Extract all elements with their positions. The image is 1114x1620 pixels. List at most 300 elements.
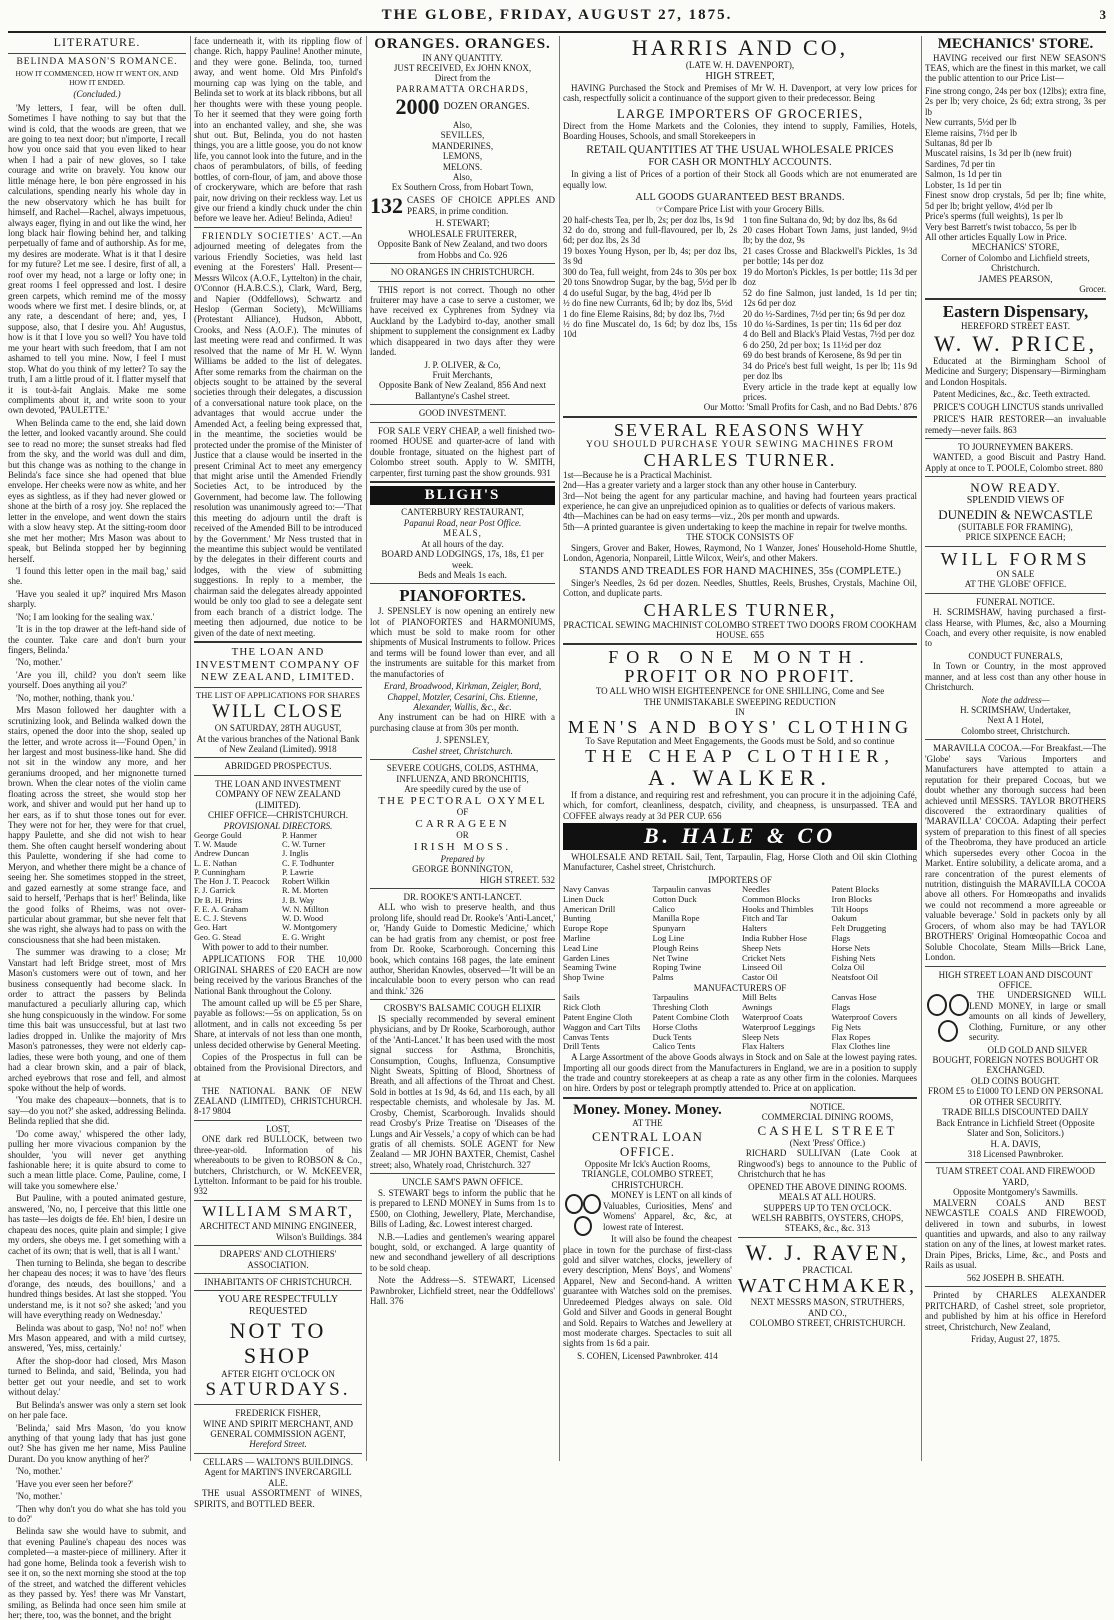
- fisher-cellars: CELLARS — WALTON'S BUILDINGS.: [203, 1456, 353, 1467]
- will-forms: WILL FORMS: [940, 548, 1091, 569]
- director-name: J. Inglis: [282, 849, 309, 859]
- story-paragraph: 'Do come away,' whispered the other lady, pulling her more vivacious companion by the shoulder, 'you will never get anything fashionable here; it is quite absurd to come to such a mean little place. Come, Pauline, come, I will take you somewhere else.': [8, 1128, 186, 1191]
- manufacture-item: Flax Ropes: [831, 1031, 871, 1042]
- pectoral-of: OF: [456, 807, 469, 818]
- story-paragraph: 'Have you ever seen her before?': [16, 1478, 133, 1489]
- prospectus-paragraph: THE NATIONAL BANK OF NEW ZEALAND (LIMITED), CHRISTCHURCH. 8-17 9804: [194, 1085, 362, 1117]
- harris-giving: In giving a list of Prices of a portion of their Stock all Goods which are not enumerated are equally low.: [563, 169, 917, 190]
- davis-name: H. A. DAVIS,: [990, 1138, 1041, 1149]
- piano-makers: Erard, Broadwood, Kirkman, Zeigler, Bord, Chappel, Motzler, Cesarini, Chs. Etienne, Alexander, Wallis, &c., &c.: [383, 681, 542, 713]
- divider: [194, 1245, 362, 1246]
- good-investment-title: GOOD INVESTMENT.: [418, 408, 507, 419]
- drapers-saturdays: SATURDAYS.: [205, 1379, 351, 1401]
- price-item: 69 do best brands of Kerosene, 8s 9d per tin: [743, 350, 902, 361]
- column-rule: [190, 36, 191, 1461]
- town-country: In Town or Country, in the most approved manner, and at less cost than any other house in Christchurch.: [925, 661, 1106, 693]
- price-item: 20 tons Snowdrop Sugar, by the bag, 5½d per lb: [563, 277, 737, 288]
- imprint: Printed by CHARLES ALEXANDER PRITCHARD, of Cashel street, sole proprietor, and published by him at his office in Hereford street, Christchurch, New Zealand,: [925, 1290, 1106, 1332]
- old-coins: OLD COINS BOUGHT.: [970, 1075, 1061, 1086]
- column-rule: [921, 36, 922, 1461]
- manufacture-item: Waterproof Leggings: [742, 1021, 816, 1032]
- import-item: Tilt Hoops: [831, 903, 869, 914]
- masthead: [0, 0, 1114, 28]
- import-item: Sheep Nets: [742, 942, 781, 953]
- scrimshaw-text: H. SCRIMSHAW, having purchased a first-class Hearse, with Plumes, &c, also a Mourning Coach, and every other requisite, is now enabled to: [925, 607, 1106, 649]
- uncle-sam-nb: N.B.—Ladies and gentlemen's wearing apparel bought, sold, or exchanged. A large quantity of new and secondhand jewellery of all descriptions to be sold cheap.: [370, 1231, 555, 1273]
- price-item: Fine strong congo, 24s per box (12lbs); extra fine, 2s per lb; very choice, 2s 6d; extra strong, 3s per lb: [925, 85, 1106, 117]
- oranges-orchards: PARRAMATTA ORCHARDS,: [396, 83, 529, 94]
- story-paragraph: 'I found this letter open in the mail bag,' said she.: [8, 565, 186, 587]
- harris-motto: Our Motto: 'Small Profits for Cash, and no Bad Debts.' 876: [703, 402, 917, 413]
- reasons-list: [563, 470, 917, 533]
- page-number: 3: [1099, 7, 1108, 22]
- director-name: F. J. Garrick: [194, 886, 236, 896]
- fruit-item: Also,: [452, 171, 473, 182]
- christchurch: CHRISTCHURCH.: [611, 1179, 684, 1190]
- price-item: 19 do Morton's Pickles, 1s per bottle; 11s 3d per doz: [743, 266, 917, 288]
- hair-restorer: PRICE'S HAIR RESTORER—an invaluable remedy—never fails. 863: [925, 414, 1106, 435]
- opened: OPENED THE ABOVE DINING ROOMS.: [748, 1181, 907, 1192]
- pawnbroker-balls-icon: [925, 992, 969, 1044]
- piano-hire: Any instrument can be had on HIRE with a purchasing clause at from 30s per month.: [370, 712, 555, 733]
- director-name: George Gould: [194, 831, 242, 841]
- manufacture-item: Sails: [563, 992, 580, 1003]
- coughs-cured: Are speedily cured by the use of: [404, 784, 521, 795]
- price-item: Price's sperms (full weights), 1s per lb: [925, 211, 1063, 222]
- price-item: 4 do useful Sugar, by the bag, 4½d per lb: [563, 287, 712, 298]
- loan-intro: THE LIST OF APPLICATIONS FOR SHARES: [196, 690, 360, 701]
- director-name: The Hon J. T. Peacock: [194, 877, 270, 887]
- meals-all-hours: MEALS AT ALL HOURS.: [778, 1192, 876, 1203]
- cases-row: [370, 193, 555, 219]
- central-loan: CENTRAL LOAN OFFICE.: [592, 1128, 703, 1159]
- manufacture-item: Patent Engine Cloth: [563, 1011, 633, 1022]
- divider: [563, 643, 917, 645]
- grocer: Grocer.: [1079, 284, 1106, 295]
- divider: [194, 1273, 362, 1274]
- prepared-by: Prepared by: [440, 853, 485, 864]
- director-name: F. E. A. Graham: [194, 904, 249, 914]
- oliver-name: J. P. OLIVER, & Co,: [424, 359, 501, 370]
- price-list-left: [563, 215, 737, 403]
- steaks: STEAKS, &c., &c. 313: [784, 1223, 871, 1234]
- uncle-sam-note: Note the Address—S. STEWART, Licensed Pawnbroker, Lichfield street, near the Oddfellows' Hall. 376: [370, 1275, 555, 1307]
- cheap-clothier: THE CHEAP CLOTHIER,: [585, 745, 895, 766]
- manufacture-item: Flax Halters: [742, 1041, 785, 1052]
- hereford-east: HEREFORD STREET EAST.: [961, 321, 1070, 332]
- price-item: 1 ton fine Sultana do, 9d; by doz lbs, 8s 6d: [743, 214, 897, 225]
- note-address: Note the address—: [981, 694, 1050, 705]
- story-paragraph: 'No; I am looking for the sealing wax.': [16, 611, 155, 622]
- sheath-name: 562 JOSEPH B. SHEATH.: [966, 1272, 1065, 1283]
- dunedin-newcastle: DUNEDIN & NEWCASTLE: [938, 506, 1093, 522]
- fisher-address: Hereford Street.: [249, 1439, 307, 1450]
- charles-turner: CHARLES TURNER.: [643, 449, 837, 470]
- beds-meals: Beds and Meals 1s each.: [418, 569, 507, 580]
- loan-prospectus: [194, 942, 362, 1117]
- column-2: [194, 36, 362, 1509]
- divider: [194, 1404, 362, 1405]
- spensley-address: Cashel street, Christchurch.: [412, 745, 513, 756]
- splendid-views: SPLENDID VIEWS OF: [966, 495, 1065, 507]
- price-item: Every article in the trade kept at equally low prices.: [743, 381, 917, 403]
- divider: [194, 641, 362, 643]
- import-item: Seaming Twine: [563, 962, 617, 973]
- papanui-road: Papanui Road, near Post Office.: [403, 517, 522, 528]
- import-item: Navy Canvas: [563, 883, 610, 894]
- price-item: 34 do Price's best full weight, 1s per lb; 11s 9d per doz lbs: [743, 360, 917, 382]
- divider: [563, 1097, 917, 1099]
- manufacture-item: Flags: [831, 1002, 851, 1013]
- import-item: Tarpaulin canvas: [652, 883, 711, 894]
- import-item: Hooks and Thimbles: [742, 903, 814, 914]
- divider: [370, 999, 555, 1000]
- mechanics-store: MECHANICS' STORE,: [971, 242, 1060, 253]
- story-paragraph: After the shop-door had closed, Mrs Mason turned to Belinda, and said, 'Belinda, you had better get out your needle, and set to work without delay.': [8, 1355, 186, 1398]
- smart-name: WILLIAM SMART,: [202, 1203, 354, 1220]
- manufacture-item: Tarpaulins: [652, 992, 689, 1003]
- importers-list: [563, 885, 917, 983]
- import-item: Horse Nets: [831, 942, 870, 953]
- import-item: Iron Blocks: [831, 893, 872, 904]
- rooke-title: DR. ROOKE'S ANTI-LANCET.: [403, 891, 522, 902]
- story-paragraph: But Belinda's answer was only a stern set look on her pale face.: [8, 1399, 186, 1421]
- divider: [370, 481, 555, 483]
- harris-text: HAVING Purchased the Stock and Premises of Mr W. H. Davenport, at very low prices for cash, respectfully solicit a continuance of the support given to their predecessor. Being: [563, 82, 917, 104]
- cases-number: 132: [370, 192, 403, 218]
- canterbury-restaurant: CANTERBURY RESTAURANT,: [401, 507, 524, 518]
- reason-item: 2nd—Has a greater variety and a larger stock than any other house in Canterbury.: [563, 480, 857, 491]
- import-item: Flags: [831, 932, 851, 943]
- friendly-title: FRIENDLY SOCIETIES' ACT.: [202, 230, 342, 241]
- sweeping-reduction: THE UNMISTAKABLE SWEEPING REDUCTION: [643, 696, 836, 707]
- divider: [194, 1290, 362, 1291]
- fruit-item: SEVILLES,: [440, 130, 485, 141]
- several-reasons: SEVERAL REASONS WHY: [613, 419, 866, 440]
- friendly-societies-article: [194, 231, 362, 638]
- drapers-after: AFTER EIGHT O'CLOCK ON: [221, 1368, 335, 1379]
- board-lodgings: BOARD AND LODGINGS, 17s, 18s, £1 per week.: [381, 549, 544, 570]
- price-item: All other articles Equally Low in Price.: [925, 231, 1067, 242]
- story-paragraph: 'No, mother.': [16, 1491, 62, 1502]
- loan-will-close: WILL CLOSE: [212, 701, 344, 723]
- price-item: 1 do fine Eleme Raisins, 8d; by doz lbs, 7½d: [563, 308, 725, 319]
- prospectus-paragraph: The amount called up will be £5 per Share, payable as follows:—5s on application, 5s on allotment, and in calls not exceeding 5s per Share, at intervals of not less than one month, unless decided otherwise by General Meeting.: [194, 998, 362, 1050]
- story-paragraph: Belinda was about to gasp, 'No! no! no!' when Mrs Mason appeared, and with a mild curtsey, answered, 'Yes, miss, certainly.': [8, 1322, 186, 1354]
- imprint-date: Friday, August 27, 1875.: [971, 1333, 1060, 1344]
- watchmaker: WATCHMAKER,: [737, 1275, 917, 1298]
- pearson: JAMES PEARSON,: [978, 273, 1053, 284]
- oranges-just: JUST RECEIVED, Ex JOHN KNOX,: [393, 62, 532, 73]
- divider: [194, 227, 362, 228]
- fruit-list: [370, 120, 555, 183]
- director-name: Andrew Duncan: [194, 849, 250, 859]
- import-item: Oakum: [831, 913, 857, 924]
- welsh-rabbits: WELSH RABBITS, OYSTERS, CHOPS,: [751, 1212, 904, 1223]
- needles-text: Singer's Needles, 2s 6d per dozen. Needles, Shuttles, Reels, Brushes, Crystals, Machine Oil, Cotton, and duplicate parts.: [563, 577, 917, 599]
- reason-item: 5th—A printed guarantee is given undertaking to keep the machine in repair for twelve months.: [563, 521, 908, 532]
- triangle: TRIANGLE, COLOMBO STREET,: [581, 1169, 714, 1180]
- harris-direct: Direct from the Home Markets and the Colonies, they intend to supply, Families, Hotels, Boarding Houses, Schools, and small Storekeepers in: [563, 120, 917, 142]
- crosby-text: IS specially recommended by several eminent physicians, and by Dr Rooke, Scarborough, author of the 'Anti-Lancet.' It has been used with the most signal success for Asthma, Bronchitis, Consumption, Coughs, Influenza, Consumptive Night Sweats, Spitting of Blood, Shortness of Breath, and all affections of the Throat and Chest. Sold in bottles at 1s 9d, 4s 6d, and 11s each, by all respectable chemists, and wholesale by Jas. M. Crosby, Chemist, Scarborough. Invalids should read Crosby's Prize Treatise on 'Diseases of the Lungs and Air Vessels,' a copy of which can be had gratis of all chemists. SOLE AGENT for New Zealand — MR JOHN BAXTER, Chemist, Cashel street; also, Whately road, Christchurch. 327: [370, 1013, 555, 1170]
- story-paragraph: 'Belinda,' said Mrs Mason, 'do you know anything of that young lady that has just gone out? She has given me her name, Miss Pauline Durant. Do you know anything of her?': [8, 1422, 186, 1464]
- pianofortes-title: PIANOFORTES.: [399, 586, 526, 606]
- drapers-title: DRAPERS' AND CLOTHIERS' ASSOCIATION.: [219, 1249, 337, 1270]
- director-name: W. N. Millton: [282, 904, 329, 914]
- director-name: L. E. Nathan: [194, 858, 237, 868]
- uncle-sam-text: S. STEWART begs to inform the public that he is prepared to LEND MONEY in Sums from 1s to £500, on Clothing, Jewellery, Plate, Merchandise, Bills of Lading, &c. Lowest interest charged.: [370, 1187, 555, 1230]
- import-item: Net Twine: [652, 952, 689, 963]
- story-paragraph: 'Are you ill, child? you don't seem like yourself. Does anything ail you?': [8, 669, 186, 691]
- divider: [925, 1286, 1106, 1287]
- import-item: Palms: [652, 972, 674, 983]
- price-item: 20 do ½-Sardines, 7½d per tin; 6s 9d per doz: [743, 308, 905, 319]
- charles-turner-2: CHARLES TURNER,: [643, 599, 837, 620]
- price-item: 32 do do, strong and full-flavoured, per lb, 2s 6d; per doz lbs, 2s 3d: [563, 225, 737, 246]
- import-item: Patent Blocks: [831, 883, 880, 894]
- column-3: [370, 36, 555, 1461]
- price-item: Salmon, 1s 1d per tin: [925, 169, 1002, 180]
- story-paragraph: But Pauline, with a pouted animated gesture, answered, 'No, no, I perceive that this little one has taste—les doigts de fée. Eh! bien, I desire un chapeau des noces, quite plain and simple; I give my orders, she obeys me. I get something with a cachet of its own; that is well, that is all I want.': [8, 1193, 186, 1256]
- drapers-request: YOU ARE RESPECTFULLY REQUESTED: [217, 1294, 339, 1318]
- price-list-right: [743, 215, 917, 403]
- compare-note: ☞Compare Price List with your Grocery Bills.: [655, 204, 825, 215]
- fruit-item: Also,: [452, 119, 473, 130]
- story-paragraph: 'You make des chapeaux—bonnets, that is to say—do you not?' she asked, addressing Belinda. Belinda replied that she did.: [8, 1095, 186, 1127]
- divider: [194, 1120, 362, 1121]
- manufacture-item: Waggon and Cart Tilts: [563, 1021, 641, 1032]
- price-name: W. W. PRICE,: [934, 330, 1097, 356]
- maravilla-text: MARAVILLA COCOA.—For Breakfast.—The 'Globe' says 'Various Importers and Manufacturers have attempted to attain a reputation for their prepared Cocoas, but we doubt whether any thorough success had been achieved until MESSRS. TAYLOR BROTHERS discovered the extraordinary qualities of 'MARAVILLA' COCOA. Adapting their perfect system of preparation to this finest of all species of the Theobroma, they have produced an article which supersedes every other Cocoa in the Market. Entire solubility, a delicate aroma, and a rare concentration of the purest elements of nutrition, distinguish the MARAVILLA COCOA above all others. For Homœopaths and invalids we could not recommend a more agreeable or valuable beverage.' Sold in packets only by all Grocers, of whom also may be had TAYLOR BROTHERS' Original Homœopathic Cocoa and Soluble Chocolate, Steam Mills—Brick Lane, London.: [925, 743, 1106, 963]
- harris-title: HARRIS AND CO,: [631, 35, 849, 60]
- story-paragraph: 'No, mother.': [16, 1466, 62, 1477]
- story-paragraph: 'My letters, I fear, will be often dull. Sometimes I have nothing to say but that the wind is cold, that the woods are green, that we are going to tea next door; but n'importe, I recall how you once said that you even liked to hear when I had a pair of new gloves, so I take courage and write on bravely. You know our little ménage here, le bon père engrossed in his calculations, spending nearly his whole day in the new observatory which he has built for himself, and Rachel—Rachel, always impetuous, always eager, flying in and out like the wind, her long black hair flowing behind her, and talking perpetually of fame and of authorship. As for me, my desires are moderate. What is it that I desire for my future? Let me see. I desire, first of all, a roof over my head, not a large or lofty one; in great rooms I feel oppressed and lost. I desire green carpets, which remind me of the mossy woods where we first met. I desire blinds, or, at any rate, a descendant of here; and, yes, I suppose, also, that I desire you. Ah! Augustus, how is it that I love you so well? You have told me your heart with such freedom, that I am not ashamed to tell you mine. Now, I feel I must stop. What do you think of my letter? To say the truth, I am a little proud of it. I flatter myself that it is tout-à-fait Anglais. Make me some compliments about it, and write soon to your own devoted, 'PAULETTE.': [8, 102, 186, 416]
- loan-where: At the various branches of the National Bank of New Zealand (Limited). 9918: [196, 733, 360, 754]
- import-item: Colza Oil: [831, 962, 865, 973]
- sixpence: PRICE SIXPENCE EACH;: [965, 532, 1066, 543]
- price-item: 52 do fine Salmon, just landed, 1s 1d per tin; 12s 6d per doz: [743, 287, 917, 309]
- no-oranges-text: THIS report is not correct. Though no other fruiterer may have a case to serve a customer, we have received ex Cyphrenes from Sydney via Auckland by the Ladybird to-day, another small shipment to supplement the consignment ex Ladby which disappeared in two days after they were landed.: [370, 284, 555, 358]
- price-item: 19 boxes Young Hyson, per lb, 4s; per doz lbs, 3s 9d: [563, 245, 737, 267]
- divider: [370, 888, 555, 889]
- pianofortes-text: J. SPENSLEY is now opening an entirely new lot of PIANOFORTES and HARMONIUMS, which must be sold to make room for other shipments of Musical Instruments to follow. Prices and terms will be found lower than ever, and all the instruments are suitable for this market from the manufactories of: [370, 606, 555, 679]
- divider: [925, 1162, 1106, 1163]
- divider: [194, 775, 362, 776]
- story-paragraph: Belinda saw she would have to submit, and that evening Pauline's chapeau des noces was completed—a master-piece of millinery. After it had gone home, Belinda took a feverish wish to see it on, so the next morning she stood at the top of the street, and watched the different vehicles as they passed by. Yes! there was Mr Vanstart, smiling, as Belinda had once seen him smile at her; there, too, was the bonnet, and the bright: [8, 1526, 186, 1620]
- at-the: AT THE: [632, 1118, 663, 1129]
- divider: [563, 416, 917, 418]
- masthead-title: THE GLOBE, FRIDAY, AUGUST 27, 1875.: [381, 7, 733, 23]
- import-item: Calico: [652, 903, 675, 914]
- large-importers: LARGE IMPORTERS OF GROCERIES,: [616, 105, 864, 121]
- import-item: Cricket Nets: [742, 952, 786, 963]
- manufacture-item: Canvas Tents: [563, 1031, 609, 1042]
- raven-name: W. J. RAVEN,: [745, 1239, 910, 1265]
- fruit-item: MELONS.: [442, 161, 483, 172]
- mens-clothing: MEN'S AND BOYS' CLOTHING: [567, 716, 912, 737]
- tuam-title: TUAM STREET COAL AND FIREWOOD YARD,: [936, 1166, 1095, 1187]
- sullivan-text: RICHARD SULLIVAN (Late Cook at Ringwood's) begs to announce to the Public of Christchurch that he has: [737, 1148, 917, 1180]
- bonnington: GEORGE BONNINGTON,: [412, 864, 513, 875]
- conduct-funerals: CONDUCT FUNERALS,: [968, 650, 1063, 661]
- coughs-title: SEVERE COUGHS, COLDS, ASTHMA, INFLUENZA, AND BRONCHITIS,: [386, 763, 539, 784]
- turner-address: PRACTICAL SEWING MACHINIST COLOMBO STREET TWO DOORS FROM COOKHAM HOUSE. 655: [563, 619, 917, 641]
- column-5: [925, 36, 1106, 1461]
- price-item: 21 cases Crosse and Blackwell's Pickles, 1s 3d per bottle; 14s per doz: [743, 245, 917, 267]
- price-item: Very best Barrett's twist tobacco, 5s per lb: [925, 221, 1077, 232]
- import-item: Lead Line: [563, 942, 599, 953]
- trade-bills: TRADE BILLS DISCOUNTED DAILY: [942, 1107, 1089, 1118]
- for-one-month: FOR ONE MONTH.: [608, 647, 872, 668]
- educated: Educated at the Birmingham School of Medicine and Surgery; Dispensary—Birmingham and London Hospitals.: [925, 355, 1106, 387]
- import-item: Spunyarn: [652, 923, 686, 934]
- story-paragraph: 'No, mother, nothing, thank you.': [16, 692, 135, 703]
- irish-moss: IRISH MOSS.: [413, 840, 512, 853]
- money-text-2: It will also be found the cheapest place in town for the purchase of first-class gold and silver watches, clocks, jewellery of every description, Mens' Boys', and Womens' Apparel, New and Second-hand. A written guarantee with Watches sold on the premises. Unredeemed Pledges always on sale. Old Gold and Silver and Goods in general Bought and Sold. Repairs to Watches and Jewellery at most moderate charges. Spectacles to suit all sights from 1s 6d a pair.: [563, 1234, 732, 1349]
- dining-rooms-ad: [738, 1102, 917, 1361]
- import-item: Felt Druggeting: [831, 923, 887, 934]
- price-item: ½ do fine new Currants, 6d lb; by doz lbs, 5½d: [563, 298, 733, 309]
- hsl-text: THE UNDERSIGNED WILL LEND MONEY, in large or small amounts on all kinds of Jewellery, Clothing, Furniture, or any other security.: [969, 990, 1106, 1043]
- divider: [925, 593, 1106, 594]
- reason-item: 1st—Because he is a Practical Machinist.: [563, 469, 712, 480]
- divider: [370, 583, 555, 584]
- fisher-role: WINE AND SPIRIT MERCHANT, AND GENERAL COMMISSION AGENT,: [203, 1418, 353, 1440]
- divider: [925, 739, 1106, 740]
- manufacture-item: Patent Combine Cloth: [652, 1011, 729, 1022]
- director-name: Geo. Hart: [194, 923, 228, 933]
- mechanics-title: MECHANICS' STORE.: [937, 36, 1094, 52]
- manufacture-item: Threshing Cloth: [652, 1002, 709, 1013]
- story-paragraph: 'No, mother.': [16, 657, 62, 668]
- meals: MEALS,: [443, 528, 482, 539]
- fisher-agent: Agent for MARTIN'S INVERCARGILL ALE.: [204, 1467, 352, 1488]
- import-item: Linen Duck: [563, 893, 604, 904]
- price-item: Lobster, 1s 1d per tin: [925, 179, 1002, 190]
- save-reputation: To Save Reputation and Meet Engagements, the Goods must be Sold, and so continue: [585, 736, 895, 747]
- director-name: C. F. Todhunter: [282, 858, 335, 868]
- divider: [925, 438, 1106, 439]
- price-item: 20 half-chests Tea, per lb, 2s; per doz lbs, 1s 9d: [563, 214, 734, 225]
- director-name: C. W. Turner: [282, 840, 326, 850]
- import-item: Europe Rope: [563, 923, 609, 934]
- all-hours: At all hours of the day.: [421, 538, 504, 549]
- cashel-street: CASHEL STREET: [757, 1122, 898, 1138]
- director-name: P. Cunningham: [194, 867, 246, 877]
- import-item: Bunting: [563, 913, 591, 924]
- hale-banner: B. HALE & CO: [563, 823, 917, 849]
- oliver-address: Opposite Bank of New Zealand, 856 And next Ballantyne's Cashel street.: [379, 380, 546, 401]
- column-rule: [366, 36, 367, 1461]
- manufacture-item: Waterproof Coats: [742, 1011, 803, 1022]
- next-mason: NEXT MESSRS MASON, STRUTHERS,: [750, 1297, 905, 1308]
- good-investment-text: FOR SALE VERY CHEAP, a well finished two-roomed HOUSE and quarter-acre of land with double frontage, situated on the highest part of Colombo street south. Apply to W. SMITH, carpenter, first turning past the show grounds. 931: [370, 425, 555, 478]
- fruit-item: MANDERINES,: [431, 140, 494, 151]
- divider: [194, 1200, 362, 1201]
- divider: [370, 404, 555, 405]
- next-hotel: Next A 1 Hotel,: [987, 715, 1044, 726]
- director-name: R. M. Morten: [282, 886, 329, 896]
- bottom-ads: [563, 1102, 917, 1361]
- colombo-christchurch: Colombo street, Christchurch.: [961, 725, 1070, 736]
- manufacturers-heading: MANUFACTURERS OF: [693, 982, 787, 993]
- price-item: Finest snow drop crystals, 5d per lb; fine white, 5d per lb; bright yellow, 4½d per lb: [925, 190, 1106, 211]
- money-text: MONEY is LENT on all kinds of Valuables, Curiosities, Mens' and Womens' Apparel, &c, &c, at lowest rate of Interest.: [603, 1190, 732, 1232]
- director-name: W. D. Wood: [282, 914, 324, 924]
- smart-address: Wilson's Buildings. 384: [275, 1231, 362, 1242]
- price-item: 6 do 250, 2d per box; 1s 11½d per doz: [743, 339, 882, 350]
- mechanics-address: Corner of Colombo and Lichfield streets, Christchurch.: [941, 252, 1090, 274]
- next-press: (Next 'Press' Office.): [789, 1137, 866, 1148]
- abridged-company: THE LOAN AND INVESTMENT COMPANY OF NEW ZEALAND (LIMITED).: [215, 778, 341, 810]
- column-rule: [559, 36, 560, 1461]
- stock-title: THE STOCK CONSISTS OF: [686, 532, 794, 543]
- story-paragraph: face underneath it, with its rippling flow of change. Rich, happy Pauline! Another minute, and they were gone. Belinda, too, turned away, and went home. Old Mrs Pinfold's mourning cap was lying on the table, and Belinda set to work at its black ribbons, but all her thoughts were with these young people. To her it seemed that they were going forth into an enchanted valley, and she, she was shut out. But, Belinda, you do not hasten things, you are a little goose, you do not know life, you cannot look into the future, and in the chaos of perambulators, of bills, of feeding bottles, of corn-flour, of jam, and above those of crockeryware, which are before that rash pair, now driving on their reckless way. Let us give our friend a kindly chuck under the chin before we leave her. Adieu! Belinda, Adieu!: [194, 36, 362, 224]
- story-title: BELINDA MASON'S ROMANCE.: [16, 56, 178, 67]
- story-body: [8, 103, 186, 1620]
- hale-footer: A Large Assortment of the above Goods always in Stock and on Sale at the lowest paying rates. Importing all our goods direct from the Manufacturers in England, we are in a position to supply the trade and country storekeepers at as cheap a rate as any other firm in the colonies. Marquees on hire. Orders by post or telegraph promptly attended to. Price at on application.: [563, 1052, 917, 1094]
- back-entrance: Back Entrance in Lichfield Street (Opposite Slater and Son, Solicitors.): [936, 1117, 1095, 1139]
- walker-name: A. WALKER.: [648, 764, 832, 790]
- journeymen-title: TO JOURNEYMEN BAKERS.: [957, 441, 1074, 452]
- divider: [925, 966, 1106, 967]
- section-heading: LITERATURE.: [53, 35, 141, 49]
- import-item: Cotton Duck: [652, 893, 697, 904]
- stewart-address: Opposite Bank of New Zealand, and two doors from Hobbs and Co. 926: [377, 239, 548, 260]
- manufacturers-list: [563, 993, 917, 1052]
- drapers-not-to-shop: NOT TO SHOP: [229, 1317, 327, 1369]
- oliver-role: Fruit Merchants,: [432, 370, 493, 381]
- import-item: Common Blocks: [742, 893, 801, 904]
- malvern-text: MALVERN COALS AND BEST NEWCASTLE COALS AND FIREWOOD, delivered in town and suburbs, in lowest quantities and upwards, and also to any railway station on any of the lines, at lowest market rates. Drain Pipes, Bricks, Lime, &c., and Posts and Rails as usual.: [925, 1197, 1106, 1271]
- harris-price-list: [563, 215, 917, 403]
- in-label: IN: [735, 707, 745, 718]
- pectoral-or: OR: [456, 830, 469, 841]
- wanted-text: WANTED, a good Biscuit and Pastry Hand. Apply at once to T. POOLE, Colombo street. 880: [925, 452, 1106, 473]
- import-item: American Drill: [563, 903, 616, 914]
- price-item: Sultanas, 8d per lb: [925, 138, 992, 148]
- commercial-dining: COMMERCIAL DINING ROOMS,: [761, 1112, 894, 1123]
- mechanics-text: HAVING received our first NEW SEASON'S TEAS, which are the finest in this market, we call the public attention to our Price List—: [925, 52, 1106, 84]
- import-item: Roping Twine: [652, 962, 702, 973]
- lost-text: ONE dark red BULLOCK, between two three-year-old. Information of his whereabouts to be given to ROBSON & Co., butchers, Christchurch, or W. McKEEVER, Lyttelton. Informant to be paid for his trouble. 932: [194, 1134, 362, 1197]
- manufacture-item: Drill Tents: [563, 1041, 600, 1052]
- blighs-banner: BLIGH'S: [370, 486, 555, 505]
- import-item: Plough Reins: [652, 942, 699, 953]
- suppers: SUPPERS UP TO TEN O'CLOCK.: [763, 1202, 892, 1213]
- oranges-title: ORANGES. ORANGES.: [374, 36, 551, 52]
- loan-title: THE LOAN AND INVESTMENT COMPANY OF NEW ZEALAND, LIMITED.: [195, 645, 361, 684]
- story-paragraph: The summer was drawing to a close; Mr Vanstart had left Bridge street, most of Mrs Mason's customers were out of town, and her business consequently had become slack. In order to attract the passers by Belinda manufactured a peculiarly alluring cap, which she hung conspicuously in the window. For some time this bait was unsuccessful, but at last two ladies dropped in. Unlike the majority of Mrs Mason's patronesses, they were not elderly cap-ladies, these were both young, and one of them had a clear brown skin, and a pair of black, arched eyebrows that rose and fell, and almost spoke without the help of words.: [8, 947, 186, 1093]
- divider: [370, 759, 555, 760]
- manufacture-item: Fig Nets: [831, 1021, 861, 1032]
- guaranteed: ALL GOODS GUARANTEED BEST BRANDS.: [635, 192, 845, 203]
- manufacture-item: Flax Clothes line: [831, 1041, 891, 1052]
- rooke-text: ALL who wish to preserve health, and thus prolong life, should read Dr. Rooke's 'Anti-Lancet,' or, 'Handy Guide to Domestic Medicine,' which can be had gratis from any chemist, or post free from Dr. Rooke, Scarborough. Concerning this book, which contains 168 pages, the late eminent author, Sheridan Knowles, observed—'It will be an incalculable boon to every person who can read and think.' 326: [370, 902, 555, 996]
- manufacture-item: Canvas Hose: [831, 992, 877, 1003]
- column-4: [563, 36, 917, 1461]
- divider: [925, 298, 1106, 300]
- cases-label: CASES OF CHOICE APPLES AND PEARS, in prime condition.: [407, 195, 555, 216]
- friendly-text: —An adjourned meeting of delegates from the various Friendly Societies, was held last evening at the Foresters' Hall. Present—Messrs Wilcox (A.O.F., Lyttelton) in the chair, O'Connor (H.A.B.C.S.), Clark, Ward, Berg, and Napier (Oddfellows), Schwartz and Heslop (German Society), McWilliams (Protestant Alliance), Hudson, Abbott, Crooks, and Ness (A.O.F.). The minutes of last meeting were read and confirmed. It was resolved that the name of Mr H. W. Wynn Williams be added to the list of delegates. After some remarks from the chairman on the objects sought to be attained by the several societies through their delegates, a discussion of a conversational nature took place, on the advantages that would accrue under the Amended Act, a feeling being expressed that, in the meantime, the societies would be protected under the promise of the Minister of Justice that a clause would be inserted in the present Criminal Act to meet any emergency that might arise until the Amended Friendly Societies Act, to be introduced by the Government, had become law. The following resolution was unanimously agreed to:—'That this meeting do adjourn until the draft is received of the Amended Bill to be introduced by the Government.' Mr Ness trusted that in the meantime this subject would be ventilated by the delegates in their different courts and lodges, with the view of submitting suggestions. In reply to a member, the chairman said the delegates already appointed would be only too glad to see a delegate sent from each branch of a district lodge. The meeting then adjourned, due notice to be given of the date of next meeting.: [194, 230, 362, 638]
- sewing-should: YOU SHOULD PURCHASE YOUR SEWING MACHINES FROM: [585, 439, 895, 450]
- stands-treadles: STANDS AND TREADLES FOR HAND MACHINES, 35s (COMPLETE.): [579, 565, 901, 577]
- director-name: T. W. Maude: [194, 840, 238, 850]
- hale-text: WHOLESALE AND RETAIL Sail, Tent, Tarpaulin, Flag, Horse Cloth and Oil skin Clothing Manufacturer, Cashel street, Christchurch.: [563, 851, 917, 873]
- dozen-label: DOZEN ORANGES.: [443, 101, 530, 113]
- divider: [925, 546, 1106, 547]
- scrimshaw-name: H. SCRIMSHAW, Undertaker,: [960, 705, 1071, 716]
